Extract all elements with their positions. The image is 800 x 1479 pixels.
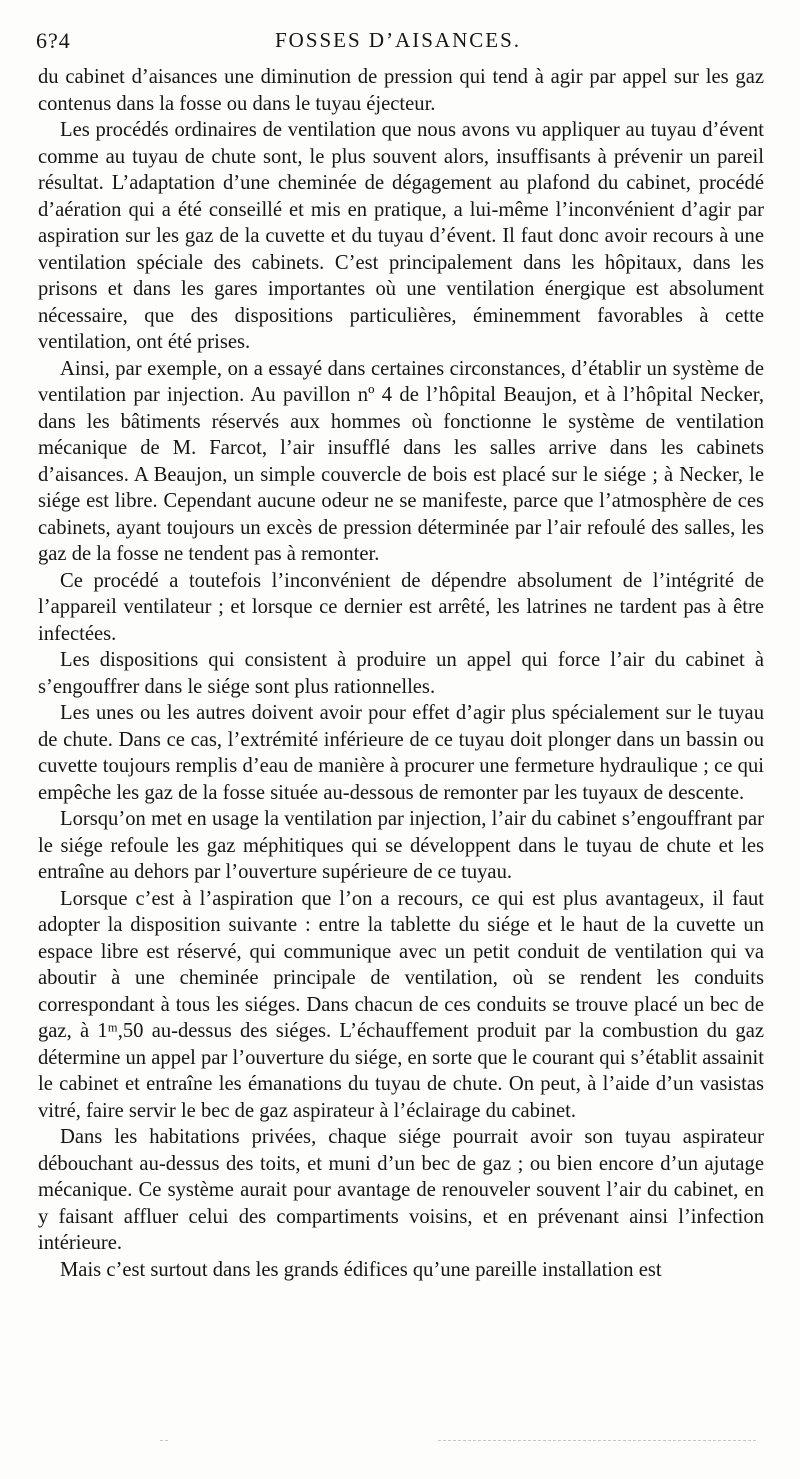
- body-text: [38, 64, 764, 1283]
- paragraph-4: Ce procédé a toutefois l’inconvénient de dépendre absolument de l’intégrité de l’appareil ventilateur ; et lorsque ce dernier est arrêté, les latrines ne tardent pas à être infectées.: [38, 569, 764, 645]
- footer-rule-left: [160, 1440, 168, 1441]
- paragraph-2: Les procédés ordinaires de ventilation que nous avons vu appliquer au tuyau d’évent comme au tuyau de chute sont, le plus souvent alors, insuffisants à prévenir un pareil résultat. L’adaptation d’une cheminée de dégagement au plafond du cabinet, procédé d’aération qui a été conseillé et mis en pratique, a lui-même l’inconvénient d’agir par aspiration sur les gaz de la cuvette et du tuyau d’évent. Il faut donc avoir recours à une ventilation spéciale des cabinets. C’est principalement dans les hôpitaux, dans les prisons et dans les gares importantes où une ventilation énergique est absolument nécessaire, que des dispositions particulières, éminemment favorables à cette ventilation, ont été prises.: [38, 119, 764, 353]
- paragraph-8: Lorsque c’est à l’aspiration que l’on a recours, ce qui est plus avantageux, il faut adopter la disposition suivante : entre la tablette du siége et le haut de la cuvette un espace libre est réservé, qui communique avec un petit conduit de ventilation qui va aboutir à une cheminée principale de ventilation, où se rendent les conduits correspondant à tous les siéges. Dans chacun de ces conduits se trouve placé un bec de gaz, à 1ᵐ,50 au-dessus des siéges. L’échauffement produit par la combustion du gaz détermine un appel par l’ouverture du siége, en sorte que le courant qui s’établit assainit le cabinet et entraîne les émanations du tuyau de chute. On peut, à l’aide d’un vasistas vitré, faire servir le bec de gaz aspirateur à l’éclairage du cabinet.: [38, 887, 764, 1122]
- paragraph-9: Dans les habitations privées, chaque siége pourrait avoir son tuyau aspirateur débouchant au-dessus des toits, et muni d’un bec de gaz ; ou bien encore d’un ajutage mécanique. Ce système aurait pour avantage de renouveler souvent l’air du cabinet, en y faisant affluer celui des compartiments voisins, et en prévenant ainsi l’infection intérieure.: [38, 1126, 764, 1254]
- page-number: 6?4: [36, 28, 71, 53]
- running-head: [36, 28, 760, 58]
- paragraph-7: Lorsqu’on met en usage la ventilation par injection, l’air du cabinet s’engouffrant par le siége refoule les gaz méphitiques qui se développent dans le tuyau de chute et les entraîne au dehors par l’ouverture supérieure de ce tuyau.: [38, 808, 764, 883]
- paragraph-6: Les unes ou les autres doivent avoir pour effet d’agir plus spécialement sur le tuyau de chute. Dans ce cas, l’extrémité inférieure de ce tuyau doit plonger dans un bassin ou cuvette toujours remplis d’eau de manière à procurer une fermeture hydraulique ; ce qui empêche les gaz de la fosse située au-dessous de remonter par les tuyaux de descente.: [38, 702, 764, 804]
- paragraph-5: Les dispositions qui consistent à produire un appel qui force l’air du cabinet à s’engouffrer dans le siége sont plus rationnelles.: [38, 649, 764, 698]
- paragraph-10: Mais c’est surtout dans les grands édifices qu’une pareille installation est: [60, 1258, 662, 1281]
- paragraph-3: Ainsi, par exemple, on a essayé dans certaines circonstances, d’établir un système de ventilation par injection. Au pavillon nº 4 de l’hôpital Beaujon, et à l’hôpital Necker, dans les bâtiments réservés aux hommes où fonctionne le système de ventilation mécanique de M. Farcot, l’air insufflé dans les salles arrive dans les cabinets d’aisances. A Beaujon, un simple couvercle de bois est placé sur le siége ; à Necker, le siége est libre. Cependant aucune odeur ne se manifeste, parce que l’atmosphère de ces cabinets, ayant toujours un excès de pression déterminée par l’air refoulé des salles, les gaz de la fosse ne tendent pas à remonter.: [38, 357, 764, 565]
- paragraph-1: du cabinet d’aisances une diminution de pression qui tend à agir par appel sur les gaz contenus dans la fosse ou dans le tuyau éjecteur.: [38, 66, 764, 115]
- footer-rule-right: [438, 1440, 756, 1441]
- running-title: FOSSES D’AISANCES.: [274, 28, 522, 52]
